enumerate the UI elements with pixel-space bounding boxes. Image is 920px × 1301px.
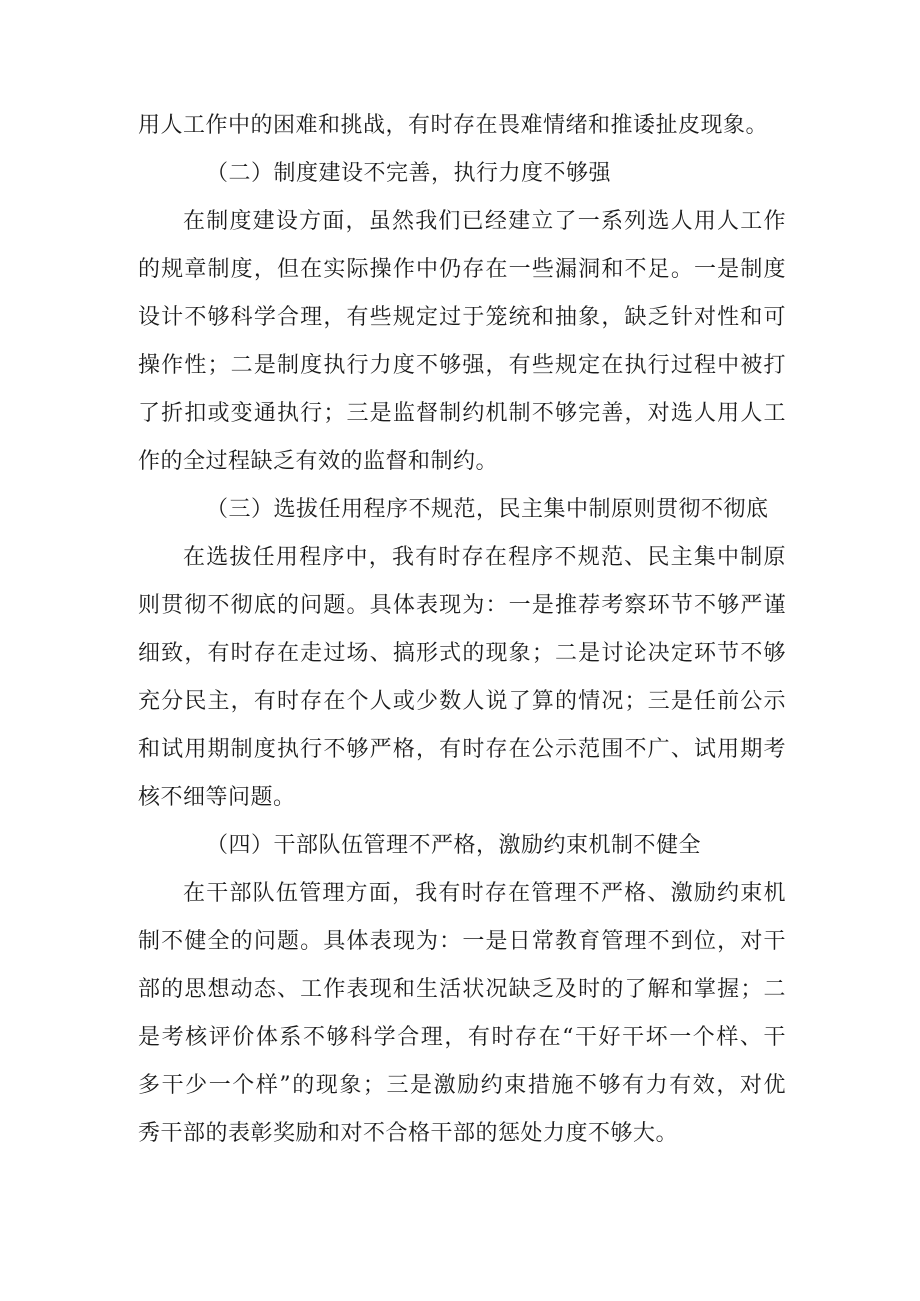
section-3 <box>138 486 786 822</box>
paragraph-line: 设计不够科学合理，有些规定过于笼统和抽象，缺乏针对性和可 <box>138 305 786 330</box>
lead-paragraph <box>138 102 786 150</box>
paragraph-line: 在干部队伍管理方面，我有时存在管理不严格、激励约束机 <box>183 881 786 906</box>
paragraph-line: 则贯彻不彻底的问题。具体表现为：一是推荐考察环节不够严谨 <box>138 593 786 618</box>
section-heading: （四）干部队伍管理不严格，激励约束机制不健全 <box>206 833 702 858</box>
paragraph-line: 多干少一个样”的现象；三是激励约束措施不够有力有效，对优 <box>138 1073 786 1098</box>
section-heading: （三）选拔任用程序不规范，民主集中制原则贯彻不彻底 <box>206 497 769 522</box>
paragraph-line: 部的思想动态、工作表现和生活状况缺乏及时的了解和掌握；二 <box>138 977 786 1002</box>
paragraph-line: 是考核评价体系不够科学合理，有时存在“干好干坏一个样、干 <box>138 1025 786 1050</box>
paragraph-line: 秀干部的表彰奖励和对不合格干部的惩处力度不够大。 <box>138 1121 679 1146</box>
section-4 <box>138 822 786 1158</box>
paragraph-line: 细致，有时存在走过场、搞形式的现象；二是讨论决定环节不够 <box>138 641 786 666</box>
paragraph-line: 的规章制度，但在实际操作中仍存在一些漏洞和不足。一是制度 <box>138 257 786 282</box>
paragraph-line: 了折扣或变通执行；三是监督制约机制不够完善，对选人用人工 <box>138 401 786 426</box>
paragraph-line: 操作性；二是制度执行力度不够强，有些规定在执行过程中被打 <box>138 353 786 378</box>
document-page <box>138 102 786 1158</box>
paragraph-line: 作的全过程缺乏有效的监督和制约。 <box>138 449 499 474</box>
paragraph-line: 制不健全的问题。具体表现为：一是日常教育管理不到位，对干 <box>138 929 786 954</box>
section-2 <box>138 150 786 486</box>
paragraph-line: 在选拔任用程序中，我有时存在程序不规范、民主集中制原 <box>183 545 786 570</box>
paragraph-line: 用人工作中的困难和挑战，有时存在畏难情绪和推诿扯皮现象。 <box>138 113 769 138</box>
paragraph-line: 和试用期制度执行不够严格，有时存在公示范围不广、试用期考 <box>138 737 786 762</box>
paragraph-line: 在制度建设方面，虽然我们已经建立了一系列选人用人工作 <box>183 209 786 234</box>
section-heading: （二）制度建设不完善，执行力度不够强 <box>206 161 612 186</box>
paragraph-line: 核不细等问题。 <box>138 785 296 810</box>
paragraph-line: 充分民主，有时存在个人或少数人说了算的情况；三是任前公示 <box>138 689 786 714</box>
